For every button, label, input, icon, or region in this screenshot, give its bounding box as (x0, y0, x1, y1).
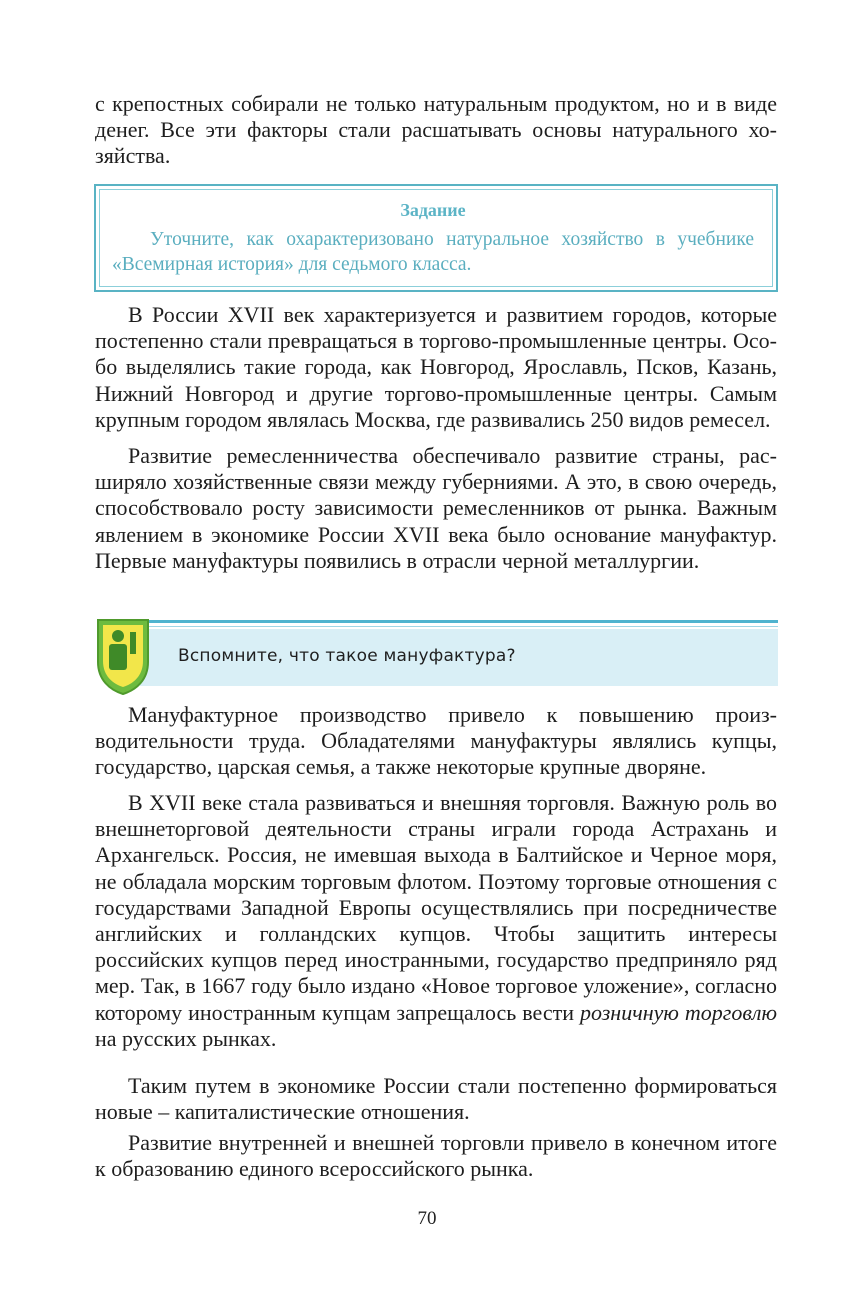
task-box (94, 184, 778, 292)
task-text: Уточните, как охарактеризовано натуральное хозяйство в учебнике «Всемирная история» для седьмого класса. (112, 229, 754, 275)
paragraph-crafts: Развитие ремесленничества обеспечивало развитие страны, расширяло хозяйственные связи между губерниями. А это, в свою очередь, способствовало росту зависимости ремесленников от рынка. Важным явлением в экономике России XVII века было основание мануфактур. Первые мануфактуры появились в отрасли черной металлургии. (95, 443, 777, 573)
callout-top-thin-line (140, 626, 778, 627)
paragraph-trade-start: В XVII веке стала развиваться и внешняя торговля. Важную роль во внешнеторговой деятельности страны играли города Астрахань и Архангельск. Россия, не имевшая выхода в Балтийское и Черное моря, не обладала морским торговым флотом. Поэтому торговые отношения с государствами Западной Европы осуществлялись при посредничестве английских и голландских купцов. Чтобы защитить интересы российских купцов перед иностранными, государство предприняло ряд мер. Так, в 1667 году было издано «Новое торговое уложение», согласно которому иностранным купцам запрещалось вести (95, 790, 777, 1025)
task-title: Задание (400, 200, 466, 220)
paragraph-cities: В России XVII век характеризуется и развитием городов, которые постепенно стали превращаться в торгово-промышленные центры. Особо выделялись такие города, как Новгород, Ярославль, Псков, Казань, Нижний Новгород и другие торгово-промышленные центры. Самым крупным городом являлась Москва, где развивались 250 видов ремесел. (95, 302, 777, 432)
task-box-inner (99, 189, 773, 287)
paragraph-trade (95, 790, 777, 1052)
paragraph-intro: с крепостных собирали не только натуральным продуктом, но и в виде денег. Все эти факторы стали расшатывать основы натурального хозяйства. (95, 91, 777, 169)
callout-top-line (140, 620, 778, 623)
remember-person-icon (94, 616, 152, 696)
paragraph-market: Развитие внутренней и внешней торговли привело в конечном итоге к образованию единого всероссийского рынка. (95, 1130, 777, 1182)
paragraph-manufacture: Мануфактурное производство привело к повышению производительности труда. Обладателями мануфактуры являлись купцы, государство, царская семья, а также некоторые крупные дворяне. (95, 702, 777, 780)
page-number: 70 (417, 1208, 437, 1229)
paragraph-capitalism: Таким путем в экономике России стали постепенно формироваться новые – капиталистические отношения. (95, 1073, 777, 1125)
paragraph-trade-italic: розничную торговлю (580, 999, 777, 1025)
remember-callout (92, 616, 778, 696)
remember-question: Вспомните, что такое мануфактура? (178, 646, 516, 666)
paragraph-trade-end: на русских рынках. (95, 1025, 277, 1051)
